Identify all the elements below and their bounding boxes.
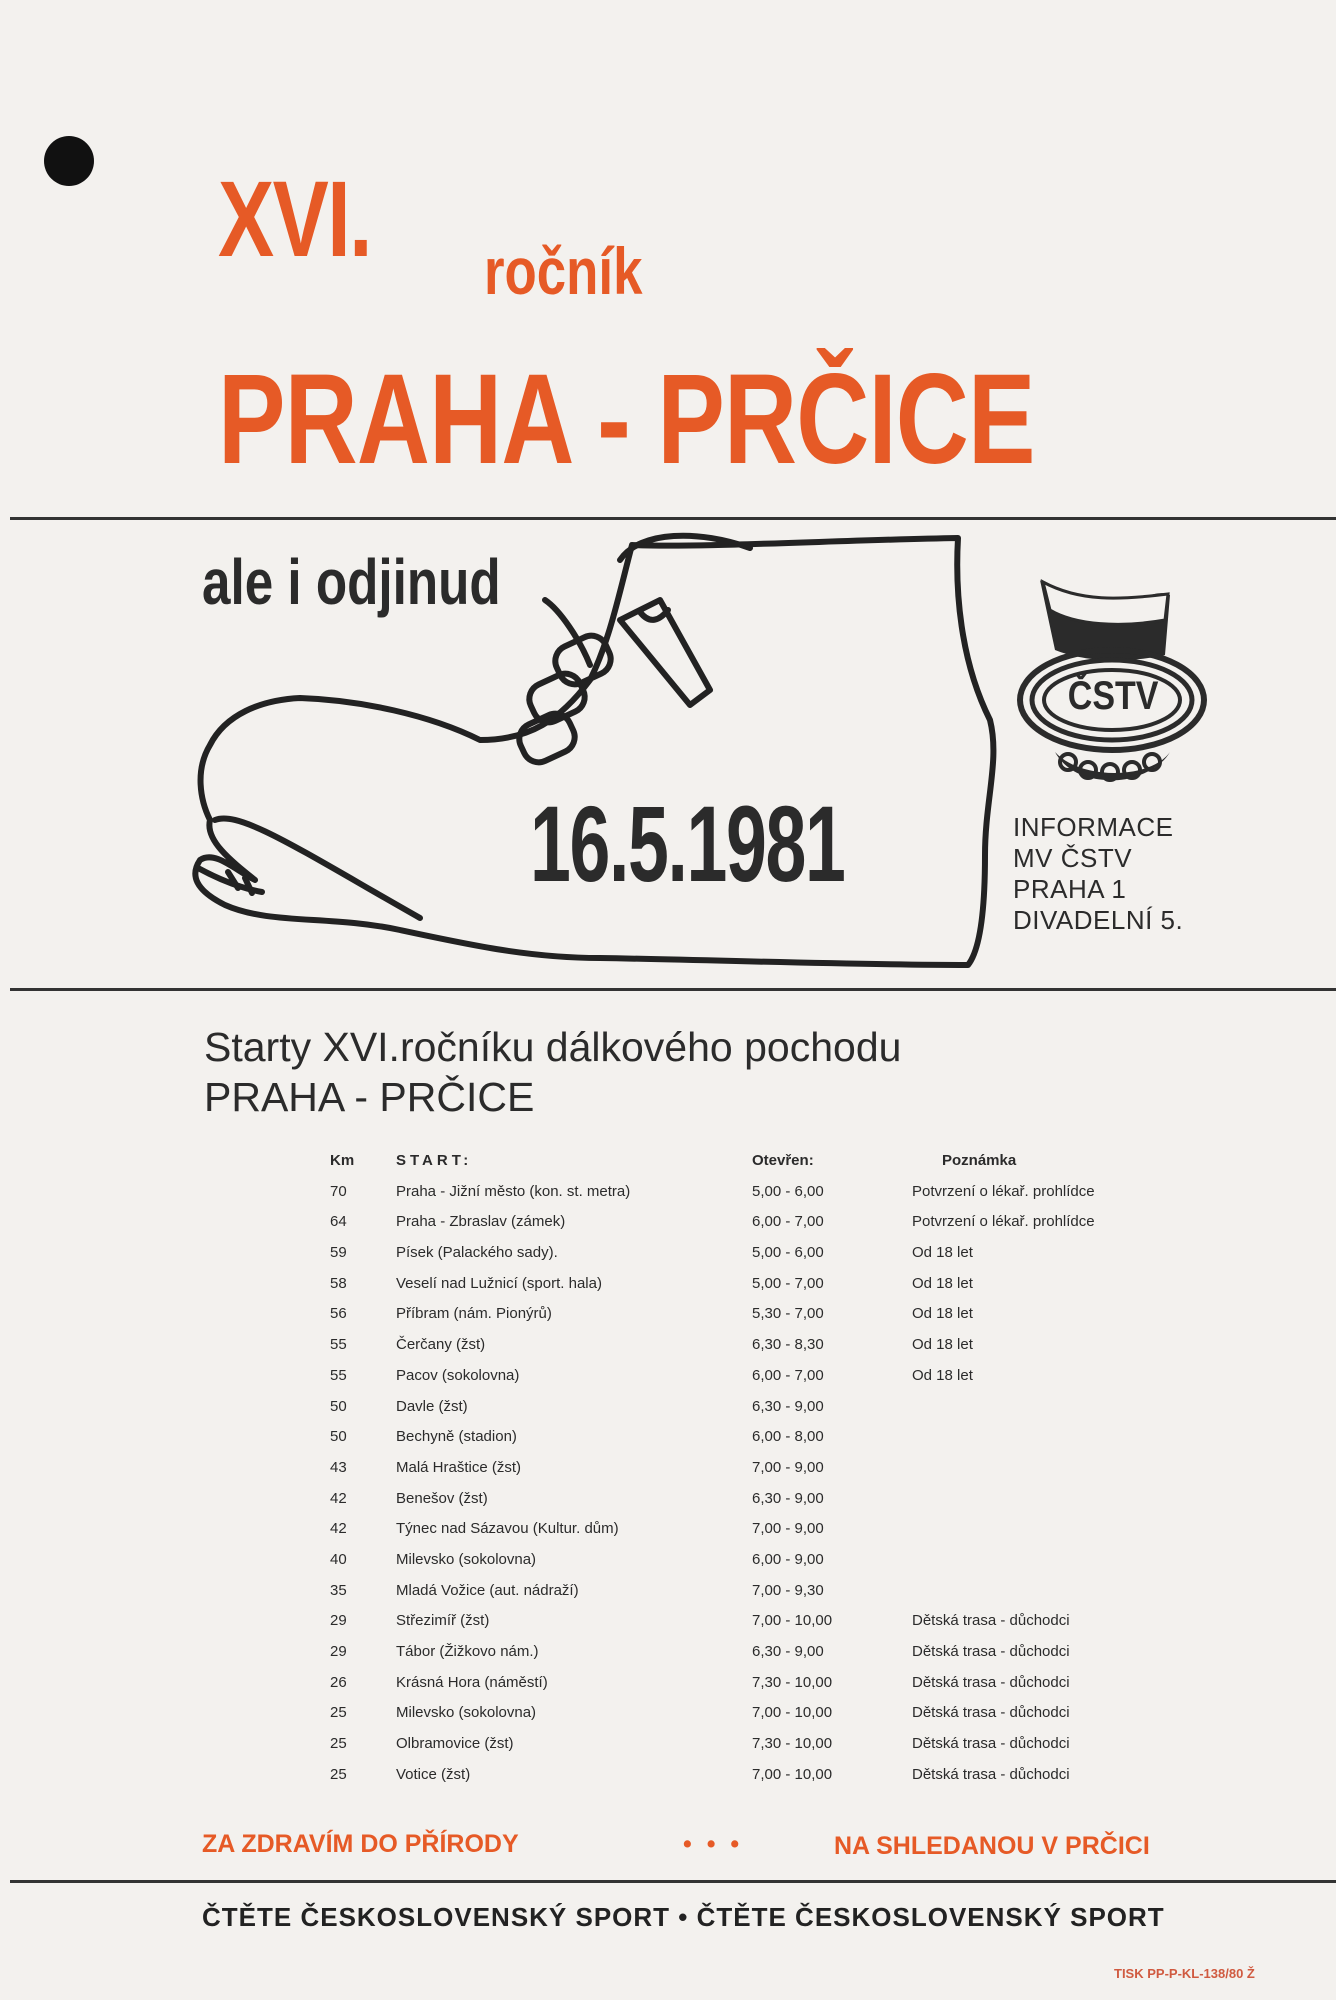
row-note: Dětská trasa - důchodci [912, 1612, 1070, 1630]
row-open: 7,00 - 10,00 [752, 1704, 833, 1722]
table-row [320, 1213, 1120, 1244]
row-km: 55 [330, 1366, 347, 1384]
table-row [320, 1305, 1120, 1336]
row-km: 42 [330, 1520, 347, 1538]
bottom-banner: ČTĚTE ČESKOSLOVENSKÝ SPORT • ČTĚTE ČESKOSLOVENSKÝ SPORT [202, 1902, 1165, 1932]
divider-bottom [10, 1880, 1336, 1883]
row-km: 25 [330, 1704, 347, 1722]
starts-table [320, 1152, 1120, 1796]
row-start: Týnec nad Sázavou (Kultur. dům) [396, 1520, 619, 1538]
table-row [320, 1459, 1120, 1490]
row-km: 26 [330, 1673, 347, 1691]
row-km: 35 [330, 1581, 347, 1599]
table-row [320, 1551, 1120, 1582]
table-row [320, 1183, 1120, 1214]
table-row [320, 1428, 1120, 1459]
row-open: 6,00 - 8,00 [752, 1428, 824, 1446]
row-start: Milevsko (sokolovna) [396, 1704, 537, 1722]
row-start: Votice (žst) [396, 1765, 471, 1783]
row-km: 25 [330, 1765, 347, 1783]
row-open: 5,00 - 6,00 [752, 1182, 824, 1200]
row-start: Praha - Zbraslav (zámek) [396, 1213, 566, 1231]
row-start: Veselí nad Lužnicí (sport. hala) [396, 1274, 602, 1292]
divider-middle [10, 988, 1336, 991]
edition-number: XVI. [218, 158, 371, 279]
table-row [320, 1398, 1120, 1429]
row-open: 6,30 - 9,00 [752, 1397, 824, 1415]
row-km: 56 [330, 1305, 347, 1323]
info-line: DIVADELNÍ 5. [1013, 905, 1184, 935]
row-open: 6,30 - 8,30 [752, 1336, 824, 1354]
edition-word: ročník [484, 234, 643, 308]
row-open: 6,30 - 9,00 [752, 1643, 824, 1660]
row-start: Praha - Jižní město (kon. st. metra) [396, 1182, 631, 1200]
section-heading [204, 1022, 901, 1122]
info-line: MV ČSTV [1013, 843, 1133, 873]
row-km: 50 [330, 1428, 347, 1446]
row-open: 5,30 - 7,00 [752, 1305, 824, 1323]
row-km: 29 [330, 1612, 347, 1630]
row-start: Čerčany (žst) [396, 1336, 486, 1354]
row-km: 70 [330, 1182, 347, 1200]
row-km: 50 [330, 1397, 347, 1415]
row-start: Střezimíř (žst) [396, 1612, 490, 1630]
info-line: INFORMACE [1013, 812, 1174, 842]
row-km: 42 [330, 1489, 347, 1507]
table-row [320, 1336, 1120, 1367]
row-note: Dětská trasa - důchodci [912, 1765, 1070, 1783]
info-block [1013, 812, 1183, 936]
table-row [320, 1766, 1120, 1797]
row-note: Dětská trasa - důchodci [912, 1643, 1070, 1660]
row-open: 7,00 - 9,00 [752, 1520, 824, 1538]
table-row [320, 1674, 1120, 1705]
route-title: PRAHA - PRČICE [218, 348, 1035, 491]
table-row [320, 1704, 1120, 1735]
table-row [320, 1735, 1120, 1766]
row-start: Milevsko (sokolovna) [396, 1550, 537, 1568]
footer-slogan-left: ZA ZDRAVÍM DO PŘÍRODY [202, 1830, 519, 1858]
footer-slogan-right: NA SHLEDANOU V PRČICI [834, 1832, 1150, 1860]
row-start: Benešov (žst) [396, 1489, 488, 1507]
row-note: Od 18 let [912, 1305, 973, 1323]
table-row [320, 1490, 1120, 1521]
row-note: Dětská trasa - důchodci [912, 1704, 1070, 1722]
row-km: 43 [330, 1458, 347, 1476]
table-row [320, 1367, 1120, 1398]
row-note: Dětská trasa - důchodci [912, 1735, 1070, 1753]
col-header-km: Km [330, 1152, 355, 1169]
row-note: Potvrzení o lékař. prohlídce [912, 1182, 1095, 1200]
row-km: 58 [330, 1274, 347, 1292]
row-open: 6,00 - 7,00 [752, 1366, 824, 1384]
row-open: 7,00 - 9,00 [752, 1458, 824, 1476]
col-header-start: START: [396, 1152, 473, 1169]
row-open: 6,00 - 9,00 [752, 1550, 824, 1568]
table-row [320, 1244, 1120, 1275]
info-line: PRAHA 1 [1013, 874, 1127, 904]
row-open: 7,00 - 10,00 [752, 1612, 833, 1630]
row-km: 55 [330, 1336, 347, 1354]
row-note: Od 18 let [912, 1244, 973, 1262]
row-km: 64 [330, 1213, 347, 1231]
row-start: Mladá Vožice (aut. nádraží) [396, 1581, 579, 1599]
table-row [320, 1275, 1120, 1306]
heading-line-1: Starty XVI.ročníku dálkového pochodu [204, 1024, 902, 1070]
event-date: 16.5.1981 [530, 783, 845, 904]
table-row [320, 1612, 1120, 1643]
row-km: 59 [330, 1244, 347, 1262]
table-row [320, 1643, 1120, 1674]
table-row [320, 1582, 1120, 1613]
row-open: 5,00 - 7,00 [752, 1274, 824, 1292]
tagline: ale i odjinud [202, 546, 501, 618]
table-header [320, 1152, 1120, 1183]
row-start: Olbramovice (žst) [396, 1735, 514, 1753]
row-start: Davle (žst) [396, 1397, 468, 1415]
row-open: 5,00 - 6,00 [752, 1244, 824, 1262]
print-code: TISK PP-P-KL-138/80 Ž [1114, 1966, 1255, 1981]
row-km: 40 [330, 1550, 347, 1568]
row-start: Malá Hraštice (žst) [396, 1458, 522, 1476]
row-start: Bechyně (stadion) [396, 1428, 517, 1446]
row-note: Potvrzení o lékař. prohlídce [912, 1213, 1095, 1231]
row-open: 7,00 - 9,30 [752, 1581, 824, 1599]
col-header-note: Poznámka [942, 1152, 1017, 1169]
col-header-open: Otevřen: [752, 1152, 814, 1169]
row-start: Krásná Hora (náměstí) [396, 1673, 548, 1691]
row-start: Pacov (sokolovna) [396, 1366, 520, 1384]
row-km: 29 [330, 1643, 347, 1660]
row-note: Dětská trasa - důchodci [912, 1673, 1070, 1691]
row-start: Tábor (Žižkovo nám.) [396, 1643, 539, 1660]
heading-line-2: PRAHA - PRČICE [204, 1074, 535, 1120]
table-row [320, 1520, 1120, 1551]
row-open: 6,30 - 9,00 [752, 1489, 824, 1507]
row-open: 7,30 - 10,00 [752, 1673, 833, 1691]
row-open: 6,00 - 7,00 [752, 1213, 824, 1231]
row-km: 25 [330, 1735, 347, 1753]
row-note: Od 18 let [912, 1366, 973, 1384]
footer-dots: • • • [683, 1830, 744, 1858]
row-open: 7,00 - 10,00 [752, 1765, 833, 1783]
row-start: Příbram (nám. Pionýrů) [396, 1305, 552, 1323]
row-note: Od 18 let [912, 1336, 973, 1354]
row-note: Od 18 let [912, 1274, 973, 1292]
row-open: 7,30 - 10,00 [752, 1735, 833, 1753]
cstv-logo-text: ČSTV [1067, 674, 1159, 718]
row-start: Písek (Palackého sady). [396, 1244, 558, 1262]
